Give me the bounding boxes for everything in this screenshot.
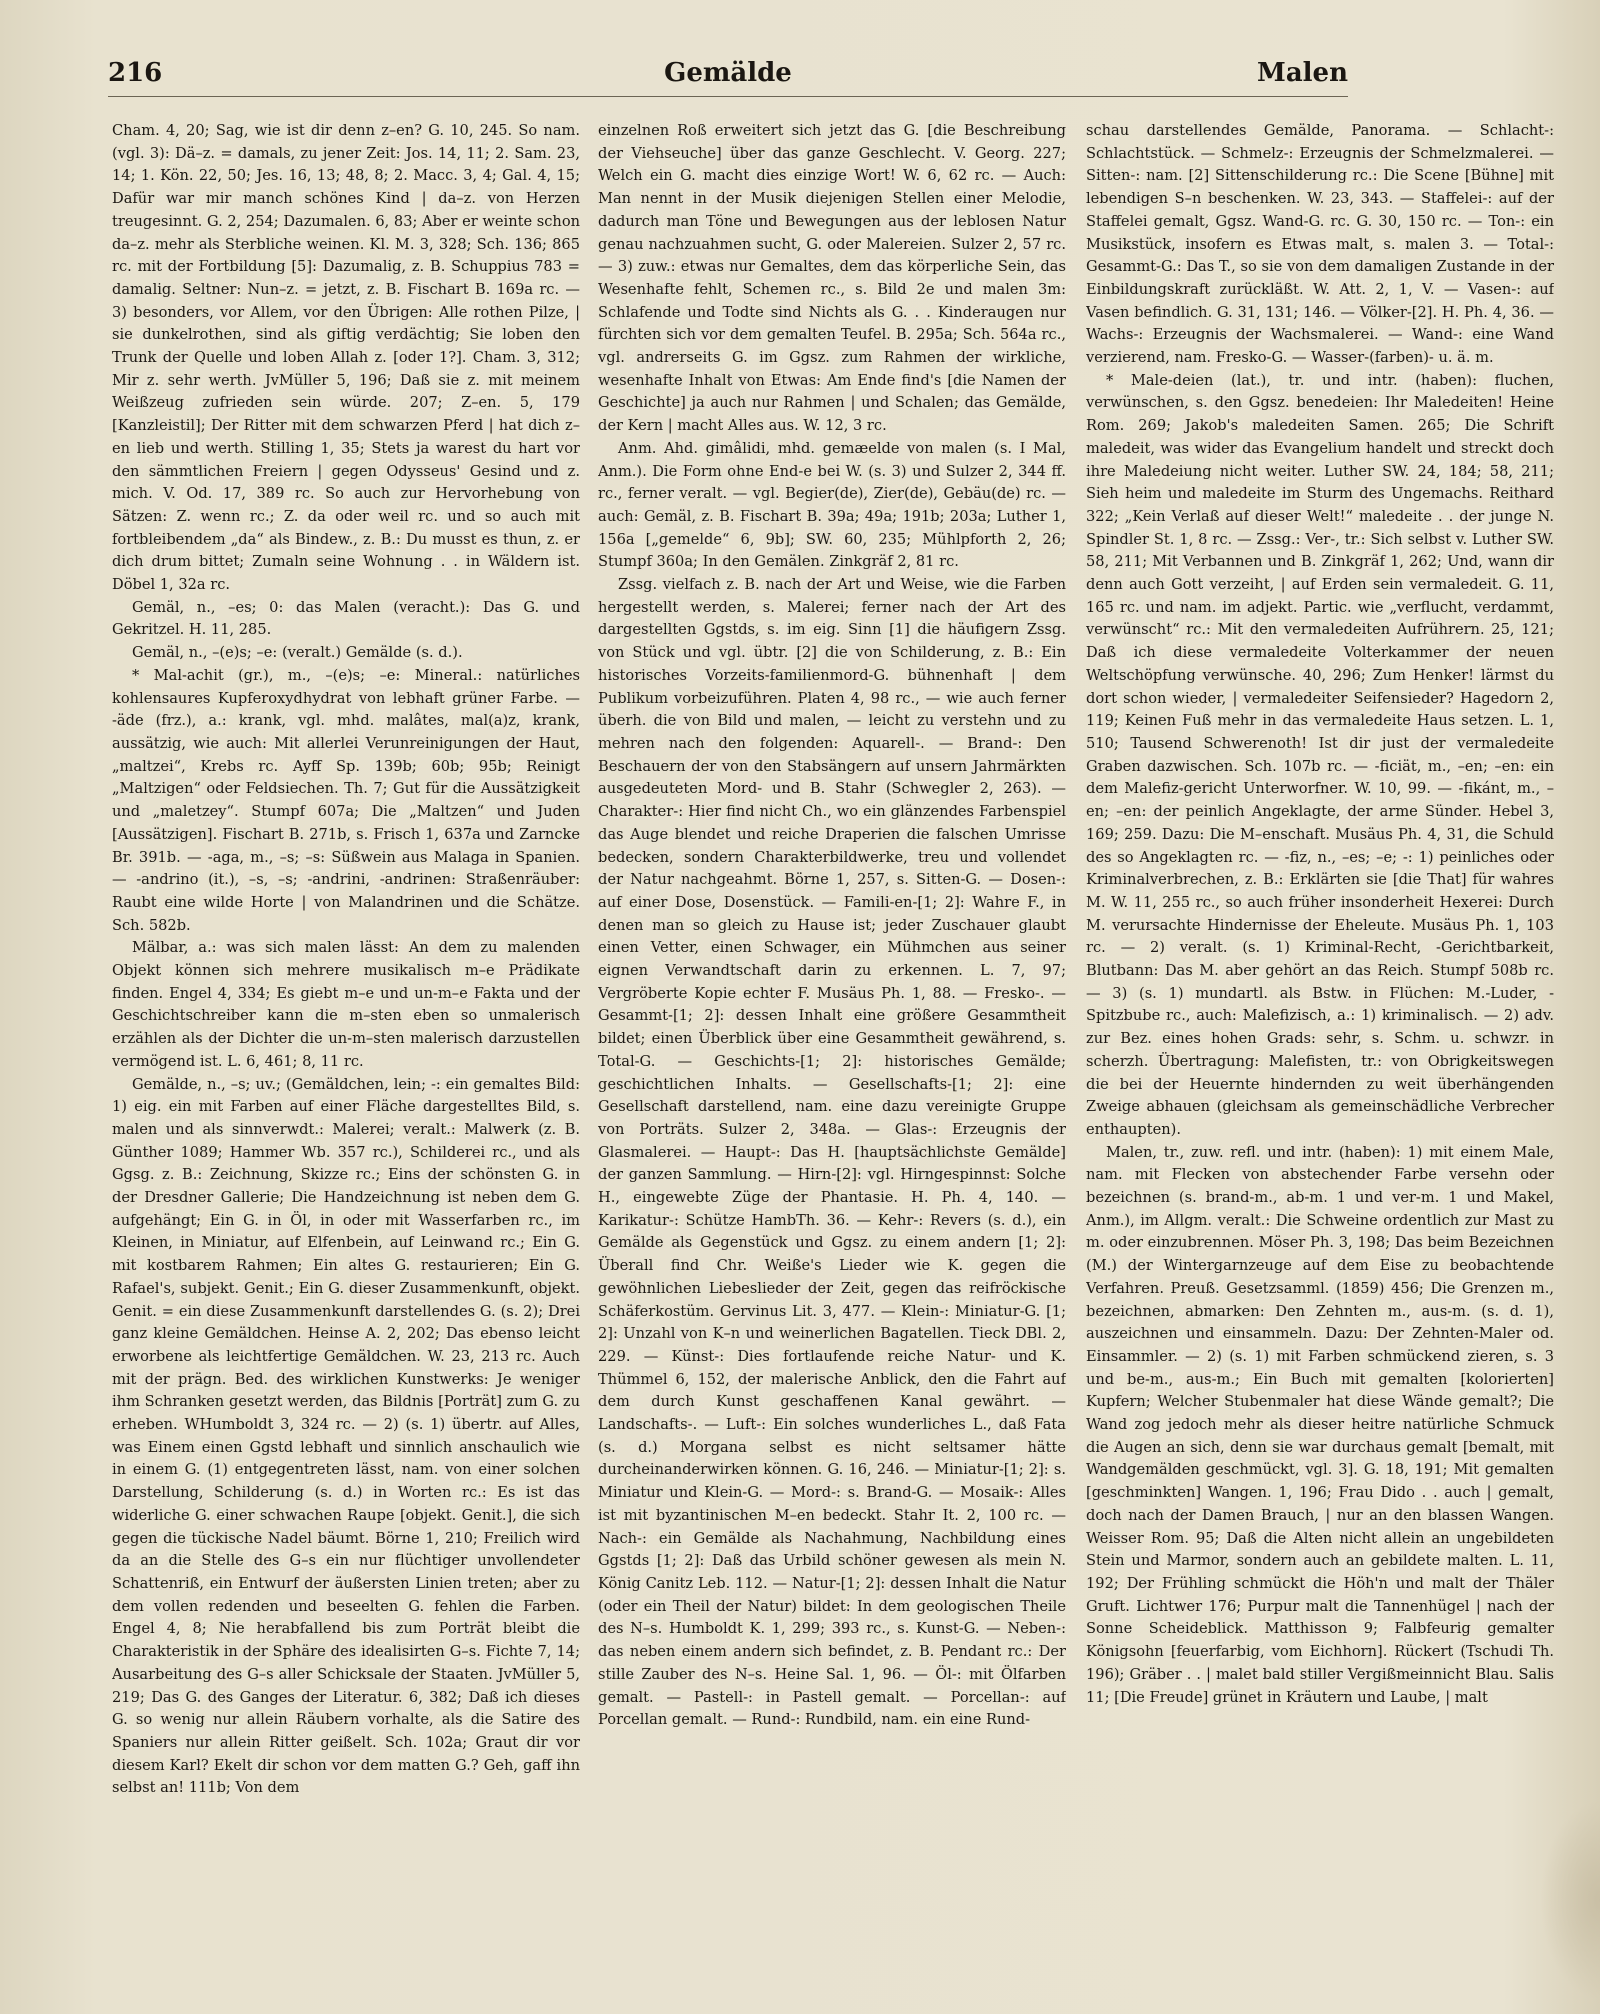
paragraph: Malen, tr., zuw. refl. und intr. (haben): 1) mit einem Male, nam. mit Flecken von abstechender Farbe versehn oder bezeichnen (s. brand-m., ab-m. 1 und ver-m. 1 und Makel, Anm.), im Allgm. veralt.: Die Schweine ordentlich zur Mast zu m. oder einzubrennen. Möser Ph. 3, 198; Das beim Bezeichnen (M.) der Wintergarnzeuge auf dem Eise zu beobachtende Verfahren. Preuß. Gesetzsamml. (1859) 456; Die Grenzen m., bezeichnen, abmarken: Den Zehnten m., aus-m. (s. d. 1), auszeichnen und einsammeln. Dazu: Der Zehnten-Maler od. Einsammler. — 2) (s. 1) mit Farben schmückend zieren, s. 3 und be-m., aus-m.; Ein Buch mit gemalten [kolorierten] Kupfern; Welcher Stubenmaler hat diese Wände gemalt?; Die Wand zog jedoch mehr als dieser heitre natürliche Schmuck die Augen an sich, denn sie war durchaus gemalt [bemalt, mit Wandgemälden geschmückt, vgl. 3]. G. 18, 191; Mit gemalten [geschminkten] Wangen. 1, 196; Frau Dido . . auch | gemalt, doch nach der Damen Brauch, | nur an den blassen Wangen. Weisser Rom. 95; Daß die Alten nicht allein an ungebildeten Stein und Marmor, sondern auch an gebildete malten. L. 11, 192; Der Frühling schmückt die Höh'n und malt der Thäler Gruft. Lichtwer 176; Purpur malt die Tannenhügel | nach der Sonne Scheideblick. Matthisson 9; Falbfeurig gemalter Königsohn [feuerfarbig, vom Eichhorn]. Rückert (Tschudi Th. 196); Gräber . . | malet bald stiller Vergißmeinnicht Blau. Salis 11; [Die Freude] grünet in Kräutern und Laube, | malt — [1086, 1143, 1554, 1706]
paragraph: Gemäl, n., –(e)s; –e: (veralt.) Gemälde (s. d.). — [132, 644, 463, 662]
column-left — [112, 120, 580, 1990]
header-right-word: Malen — [1257, 58, 1348, 88]
paragraph: Cham. 4, 20; Sag, wie ist dir denn z–en? G. 10, 245. So nam. (vgl. 3): Dä–z. = damals, zu jener Zeit: Jos. 14, 11; 2. Sam. 23, 14; 1. Kön. 22, 50; Jes. 16, 13; 48, 8; 2. Macc. 3, 4; Gal. 4, 15; Dafür war mir manch schönes Kind | da–z. von Herzen treugesinnt. G. 2, 254; Dazumalen. 6, 83; Aber er weinte schon da–z. mehr als Sterbliche weinen. Kl. M. 3, 328; Sch. 136; 865 rc. mit der Fortbildung [5]: Dazumalig, z. B. Schuppius 783 = damalig. Seltner: Nun–z. = jetzt, z. B. Fischart B. 169a rc. — 3) besonders, vor Allem, vor den Übrigen: Alle rothen Pilze, | sie dunkelrothen, sind als giftig verdächtig; Sie loben den Trunk der Quelle und loben Allah z. [oder 1?]. Cham. 3, 312; Mir z. sehr werth. JvMüller 5, 196; Daß sie z. mit meinem Weißzeug zufrieden sein würde. 207; Z–en. 5, 179 [Kanzleistil]; Der Ritter mit dem schwarzen Pferd | hat dich z–en lieb und werth. Stilling 1, 35; Stets ja warest du hart vor den sämmtlichen Freiern | gegen Odysseus' Gesind und z. mich. V. Od. 17, 389 rc. So auch zur Hervorhebung von Sätzen: Z. wenn rc.; Z. da oder weil rc. und so auch mit fortbleibendem „da“ als Bindew., z. B.: Du musst es thun, z. er dich drum bittet; Zumaln seine Wohnung . . in Wäldern ist. Döbel 1, 32a rc. — [112, 122, 580, 594]
paragraph: Gemälde, n., –s; uv.; (Gemäldchen, lein; -: ein gemaltes Bild: 1) eig. ein mit Farben auf einer Fläche dargestelltes Bild, s. malen und als sinnverwdt.: Malerei; veralt.: Malwerk (z. B. Günther 1089; Hammer Wb. 357 rc.), Schilderei rc., und als Ggsg. z. B.: Zeichnung, Skizze rc.; Eins der schönsten G. in der Dresdner Gallerie; Die Handzeichnung ist neben dem G. aufgehängt; Ein G. in Öl, in oder mit Wasserfarben rc., im Kleinen, in Miniatur, auf Elfenbein, auf Leinwand rc.; Ein G. mit kostbarem Rahmen; Ein altes G. restaurieren; Ein G. Rafael's, subjekt. Genit.; Ein G. dieser Zusammenkunft, objekt. Genit. = ein diese Zusammenkunft darstellendes G. (s. 2); Drei ganz kleine Gemäldchen. Heinse A. 2, 202; Das ebenso leicht erworbene als leichtfertige Gemäldchen. W. 23, 213 rc. Auch mit der prägn. Bed. des wirklichen Kunstwerks: Je weniger ihm Schranken gesetzt werden, das Bildnis [Porträt] zum G. zu erheben. WHumboldt 3, 324 rc. — 2) (s. 1) übertr. auf Alles, was Einem einen Ggstd lebhaft und sinnlich anschaulich wie in einem G. (1) entgegentreten lässt, nam. von einer solchen Darstellung, Schilderung (s. d.) in Worten rc.: Es ist das widerliche G. einer schwachen Raupe [objekt. Genit.], die sich gegen die tückische Nadel bäumt. Börne 1, 210; Freilich wird da an die Stelle des G–s ein nur flüchtiger unvollendeter Schattenriß, ein Entwurf der äußersten Linien treten; aber zu dem vollen redenden und beseelten G. fehlen die Farben. Engel 4, 8; Nie herabfallend bis zum Porträt bleibt die Charakteristik in der Sphäre des idealisirten G–s. Fichte 7, 14; Ausarbeitung des G–s aller Schicksale der Staaten. JvMüller 5, 219; Das G. des Ganges der Literatur. 6, 382; Daß ich dieses G. so wenig nur allein Räubern vorhalte, als die Satire des Spaniers nur allein Ritter geißelt. Sch. 102a; Graut dir vor diesem Karl? Ekelt dir schon vor dem matten G.? Geh, gaff ihn selbst an! 111b; Von dem — [112, 1075, 580, 1797]
page-number: 216 — [108, 58, 163, 88]
paragraph: Zssg. vielfach z. B. nach der Art und Weise, wie die Farben hergestellt werden, s. Malerei; ferner nach der Art des dargestellten Ggstds, s. im eig. Sinn [1] die häufigern Zssg. von Stück und vgl. übtr. [2] die von Schilderung, z. B.: Ein historisches Vorzeits-familienmord-G. bühnenhaft | dem Publikum vorbeizuführen. Platen 4, 98 rc., — wie auch ferner überh. die von Bild und malen, — leicht zu verstehn und zu mehren nach den folgenden: Aquarell-. — Brand-: Den Beschauern der von den Stabsängern auf unsern Jahrmärkten ausgedeuteten Mord- und B. Stahr (Schwegler 2, 263). — Charakter-: Hier find nicht Ch., wo ein glänzendes Farbenspiel das Auge blendet und reiche Draperien die falschen Umrisse bedecken, sondern Charakterbildwerke, treu und vollendet der Natur nachgeahmt. Börne 1, 257, s. Sitten-G. — Dosen-: auf einer Dose, Dosenstück. — Famili-en-[1; 2]: Wahre F., in denen man so gleich zu Hause ist; jeder Zuschauer glaubt einen Vetter, einen Schwager, ein Mühmchen aus seiner eignen Verwandtschaft darin zu erkennen. L. 7, 97; Vergröberte Kopie echter F. Musäus Ph. 1, 88. — Fresko-. — Gesammt-[1; 2]: dessen Inhalt eine größere Gesammtheit bildet; einen Überblick über eine Gesammtheit gewährend, s. Total-G. — Geschichts-[1; 2]: historisches Gemälde; geschichtlichen Inhalts. — Gesellschafts-[1; 2]: eine Gesellschaft darstellend, nam. eine dazu vereinigte Gruppe von Porträts. Sulzer 2, 348a. — Glas-: Erzeugnis der Glasmalerei. — Haupt-: Das H. [hauptsächlichste Gemälde] der ganzen Sammlung. — Hirn-[2]: vgl. Hirngespinnst: Solche H., eingewebte Züge der Phantasie. H. Ph. 4, 140. — Karikatur-: Schütze HambTh. 36. — Kehr-: Revers (s. d.), ein Gemälde als Gegenstück und Ggsz. zu einem andern [1; 2]: Überall find Chr. Weiße's Lieder wie K. gegen die gewöhnlichen Liebeslieder der Zeit, gegen das reifröckische Schäferkostüm. Gervinus Lit. 3, 477. — Klein-: Miniatur-G. [1; 2]: Unzahl von K–n und weinerlichen Bagatellen. Tieck DBl. 2, 229. — Künst-: Dies fortlaufende reiche Natur- und K. Thümmel 6, 152, der malerische Anblick, den die Fahrt auf dem durch Kunst geschaffenen Kanal gewährt. — Landschafts-. — Luft-: Ein solches wunderliches L., daß Fata (s. d.) Morgana selbst es nicht seltsamer hätte durcheinanderwirken können. G. 16, 246. — Miniatur-[1; 2]: s. Miniatur und Klein-G. — Mord-: s. Brand-G. — Mosaik-: Alles ist mit byzantinischen M–en bedeckt. Stahr It. 2, 100 rc. — Nach-: ein Gemälde als Nachahmung, Nachbildung eines Ggstds [1; 2]: Daß das Urbild schöner gewesen als mein N. König Canitz Leb. 112. — Natur-[1; 2]: dessen Inhalt die Natur (oder ein Theil der Natur) bildet: In dem geologischen Theile des N–s. Humboldt K. 1, 299; 393 rc., s. Kunst-G. — Neben-: das neben einem andern sich befindet, z. B. Pendant rc.: Der stille Zauber des N–s. Heine Sal. 1, 96. — Öl-: mit Ölfarben gemalt. — Pastell-: in Pastell gemalt. — Porcellan-: auf Porcellan gemalt. — Rund-: Rundbild, nam. ein eine Rund- — [598, 576, 1066, 1729]
paper-stain — [1540, 1800, 1600, 2000]
paragraph: Gemäl, n., –es; 0: das Malen (veracht.): Das G. und Gekritzel. H. 11, 285. — [112, 598, 580, 639]
column-middle — [598, 120, 1066, 1990]
paragraph: * Male-deien (lat.), tr. und intr. (haben): fluchen, verwünschen, s. den Ggsz. benedeien: Ihr Maledeiten! Heine Rom. 269; Jakob's maledeiten Samen. 265; Die Schrift maledeit, was wider das Evangelium handelt und streckt doch ihre Maledeiung nicht weiter. Luther SW. 24, 184; 58, 211; Sieh heim und maledeite im Sturm des Ungemachs. Reithard 322; „Kein Verlaß auf dieser Welt!“ maledeite . . der junge N. Spindler St. 1, 8 rc. — Zssg.: Ver-, tr.: Sich selbst v. Luther SW. 58, 211; Mit Verbannen und B. Zinkgräf 1, 262; Und, wann dir denn auch Gott verzeiht, | auf Erden sein vermaledeit. G. 11, 165 rc. und nam. im adjekt. Partic. wie „verflucht, verdammt, verwünscht“ rc.: Mit den vermaledeiten Aufrührern. 25, 121; Daß ich diese vermaledeite Volterkammer der neuen Weltschöpfung verwünsche. 40, 296; Zum Henker! lärmst du dort schon wieder, | vermaledeiter Seifensieder? Hagedorn 2, 119; Keinen Fuß mehr in das vermaledeite Haus setzen. L. 1, 510; Tausend Schwerenoth! Ist dir just der vermaledeite Graben dazwischen. Sch. 107b rc. — -ficiät, m., –en; –en: ein dem Malefiz-gericht Unterworfner. W. 10, 99. — -fikánt, m., –en; –en: der peinlich Angeklagte, der arme Sünder. Hebel 3, 169; 259. Dazu: Die M–enschaft. Musäus Ph. 4, 31, die Schuld des so Angeklagten rc. — -fiz, n., –es; –e; -: 1) peinliches oder Kriminalverbrechen, z. B.: Erklärten sie [die That] für wahres M. W. 11, 255 rc., so auch früher insonderheit Hexerei: Durch M. verursachte Hindernisse der Eheleute. Musäus Ph. 1, 103 rc. — 2) veralt. (s. 1) Kriminal-Recht, -Gerichtbarkeit, Blutbann: Das M. aber gehört an das Reich. Stumpf 508b rc. — 3) (s. 1) mundartl. als Bstw. in Flüchen: M.-Luder, -Spitzbube rc., auch: Malefizisch, a.: 1) kriminalisch. — 2) adv. zur Bez. eines hohen Grads: sehr, s. Schm. u. schwzr. in scherzh. Übertragung: Malefisten, tr.: von Obrigkeitswegen die bei der Heuernte hindernden zu weit überhängenden Zweige abhauen (gleichsam als gemeinschädliche Verbrecher enthaupten). — [1086, 371, 1554, 1138]
paragraph: Mälbar, a.: was sich malen lässt: An dem zu malenden Objekt können sich mehrere musikalisch m–e Prädikate finden. Engel 4, 334; Es giebt m–e und un-m–e Fakta und der Geschichtschreiber kann die m–sten eben so unmalerisch erzählen als der Dichter die un-m–sten malerisch darzustellen vermögend ist. L. 6, 461; 8, 11 rc. — [112, 939, 580, 1070]
column-right — [1086, 120, 1554, 1990]
running-header — [108, 58, 1348, 88]
paragraph: schau darstellendes Gemälde, Panorama. — Schlacht-: Schlachtstück. — Schmelz-: Erzeugnis der Schmelzmalerei. — Sitten-: nam. [2] Sittenschilderung rc.: Die Scene [Bühne] mit lebendigen S–n beschenken. W. 23, 343. — Staffelei-: auf der Staffelei gemalt, Ggsz. Wand-G. rc. G. 30, 150 rc. — Ton-: ein Musikstück, insofern es Etwas malt, s. malen 3. — Total-: Gesammt-G.: Das T., so sie von dem damaligen Zustande in der Einbildungskraft zurückläßt. W. Att. 2, 1, V. — Vasen-: auf Vasen befindlich. G. 31, 131; 146. — Völker-[2]. H. Ph. 4, 36. — Wachs-: Erzeugnis der Wachsmalerei. — Wand-: eine Wand verzierend, nam. Fresko-G. — Wasser-(farben)- u. ä. m. — [1086, 122, 1554, 367]
paragraph: Anm. Ahd. gimâlidi, mhd. gemæelde von malen (s. I Mal, Anm.). Die Form ohne End-e bei W. (s. 3) und Sulzer 2, 344 ff. rc., ferner veralt. — vgl. Begier(de), Zier(de), Gebäu(de) rc. — auch: Gemäl, z. B. Fischart B. 39a; 49a; 191b; 203a; Luther 1, 156a [„gemelde“ 6, 9b]; SW. 60, 235; Mühlpforth 2, 26; Stumpf 360a; In den Gemälen. Zinkgräf 2, 81 rc. — [598, 439, 1066, 571]
paragraph: * Mal-achit (gr.), m., –(e)s; –e: Mineral.: natürliches kohlensaures Kupferoxydhydrat von lebhaft grüner Farbe. — -äde (frz.), a.: krank, vgl. mhd. malâtes, mal(a)z, krank, aussätzig, wie auch: Mit allerlei Verunreinigungen der Haut, „maltzei“, Krebs rc. Ayff Sp. 139b; 60b; 95b; Reinigt „Maltzigen“ oder Feldsiechen. Th. 7; Gut für die Aussätzigkeit und „maletzey“. Stumpf 607a; Die „Maltzen“ und Juden [Aussätzigen]. Fischart B. 271b, s. Frisch 1, 637a und Zarncke Br. 391b. — -aga, m., –s; –s: Süßwein aus Malaga in Spanien. — -andrino (it.), –s, –s; -andrini, -andrinen: Straßenräuber: Raubt eine wilde Horte | von Malandrinen und die Schätze. Sch. 582b. — [112, 666, 580, 934]
header-rule — [108, 96, 1348, 97]
paragraph: einzelnen Roß erweitert sich jetzt das G. [die Beschreibung der Viehseuche] über das ganze Geschlecht. V. Georg. 227; Welch ein G. macht dies einzige Wort! W. 6, 62 rc. — Auch: Man nennt in der Musik diejenigen Stellen einer Melodie, dadurch man Töne und Bewegungen aus der leblosen Natur genau nachzuahmen sucht, G. oder Malereien. Sulzer 2, 57 rc. — 3) zuw.: etwas nur Gemaltes, dem das körperliche Sein, das Wesenhafte fehlt, Schemen rc., s. Bild 2e und malen 3m: Schlafende und Todte sind Nichts als G. . . Kinderaugen nur fürchten sich vor dem gemalten Teufel. B. 295a; Sch. 564a rc., vgl. andrerseits G. im Ggsz. zum Rahmen der wirkliche, wesenhafte Inhalt von Etwas: Am Ende find's [die Namen der Geschichte] ja auch nur Rahmen | und Schalen; das Gemälde, der Kern | macht Alles aus. W. 12, 3 rc. — [598, 122, 1066, 435]
header-center-word: Gemälde — [664, 58, 792, 88]
